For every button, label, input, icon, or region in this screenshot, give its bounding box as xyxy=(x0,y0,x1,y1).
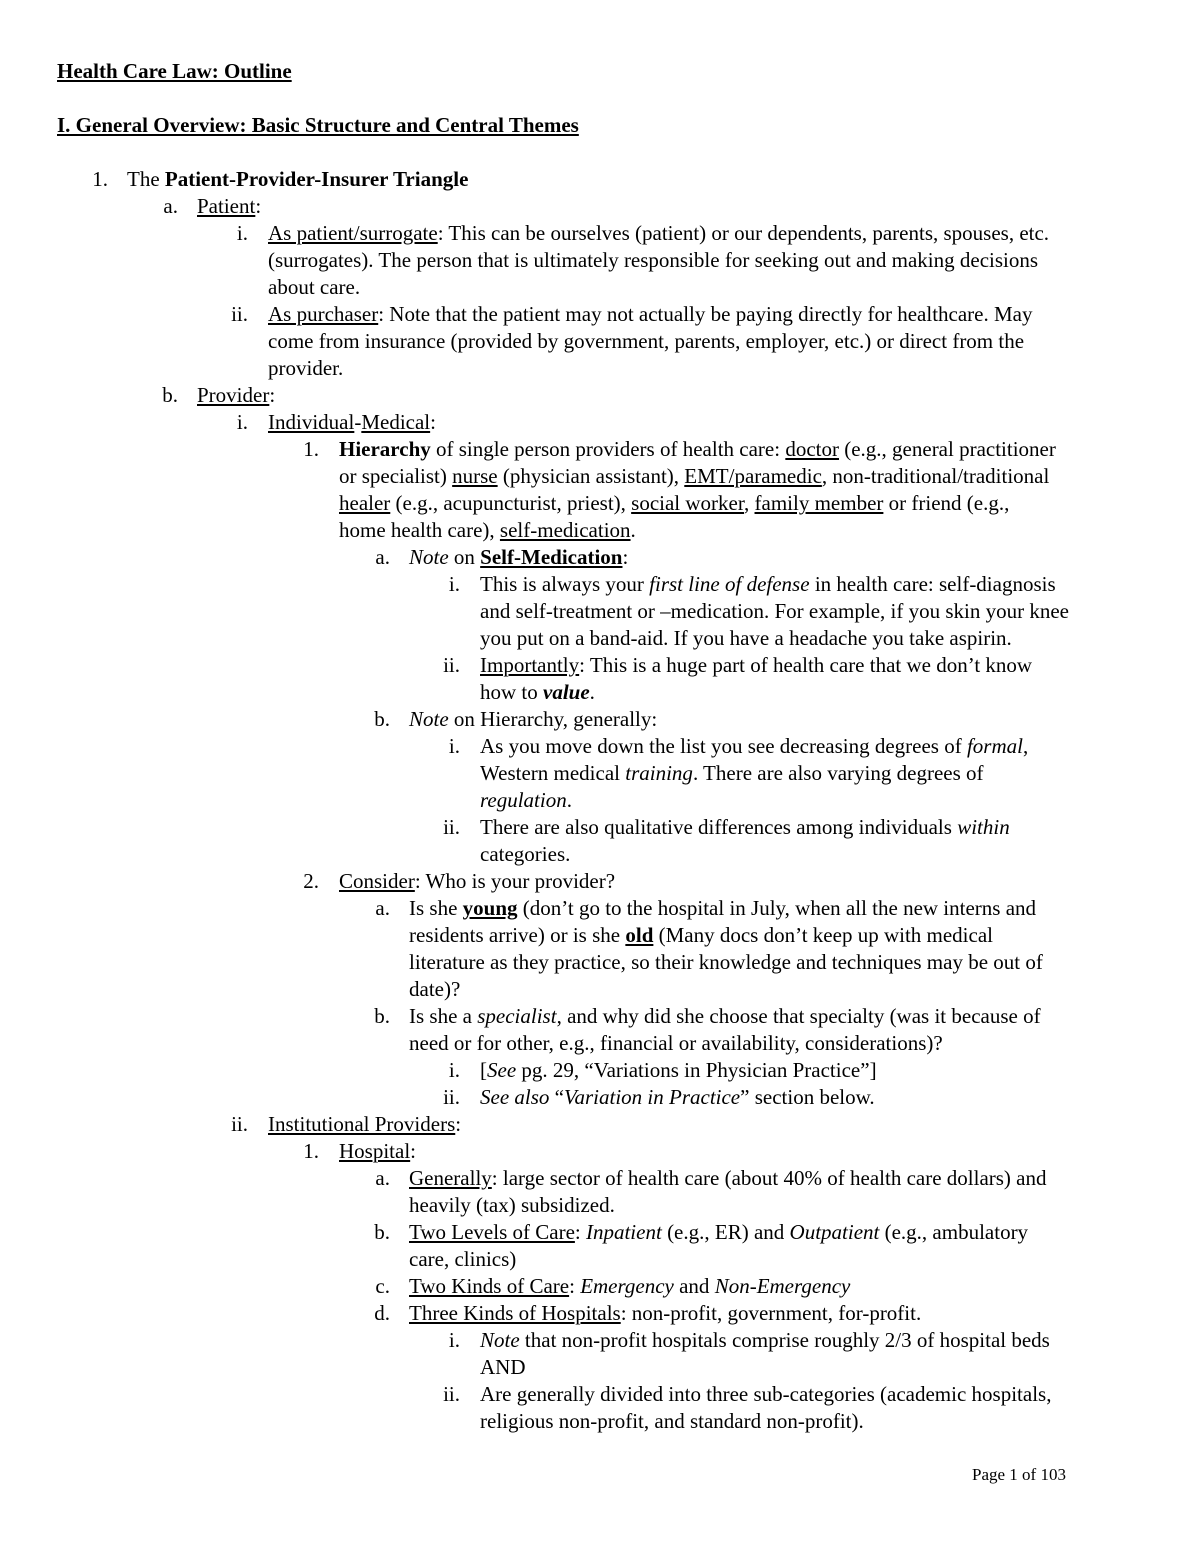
section-heading: I. General Overview: Basic Structure and Central Themes xyxy=(57,113,579,137)
outline-number: 2. xyxy=(303,869,319,893)
outline-roman: ii. xyxy=(443,815,460,839)
outline-text-line: As you move down the list you see decreasing degrees of formal, xyxy=(480,734,1029,758)
outline-text-line: healer (e.g., acupuncturist, priest), social worker, family member or friend (e.g., xyxy=(339,491,1010,515)
outline-letter: b. xyxy=(374,1004,390,1028)
outline-item: Individual-Medical: xyxy=(268,410,436,434)
outline-text-line: Two Levels of Care: Inpatient (e.g., ER) and Outpatient (e.g., ambulatory xyxy=(409,1220,1029,1244)
outline-letter: b. xyxy=(162,383,178,407)
outline-text-line: come from insurance (provided by government, parents, employer, etc.) or direct from the xyxy=(268,329,1025,353)
outline-text-line: As patient/surrogate: This can be ourselves (patient) or our dependents, parents, spouses, etc. xyxy=(268,221,1050,245)
outline-text-line: heavily (tax) subsidized. xyxy=(409,1193,615,1217)
outline-text-line: home health care), self-medication. xyxy=(339,518,636,542)
outline-text-line: AND xyxy=(480,1355,526,1379)
outline-roman: ii. xyxy=(231,302,248,326)
outline-text-line: Note that non-profit hospitals comprise roughly 2/3 of hospital beds xyxy=(480,1328,1050,1352)
outline-text-line: date)? xyxy=(409,977,461,1001)
outline-item: Note on Self-Medication: xyxy=(409,545,629,569)
outline-number: 1. xyxy=(92,167,108,191)
outline-text-line: and self-treatment or –medication. For example, if you skin your knee xyxy=(480,599,1069,623)
outline-letter: d. xyxy=(374,1301,390,1325)
outline-letter: a. xyxy=(375,896,390,920)
outline-letter: b. xyxy=(374,1220,390,1244)
outline-text-line: about care. xyxy=(268,275,361,299)
outline-letter: b. xyxy=(374,707,390,731)
outline-text-line: Two Kinds of Care: Emergency and Non-Emergency xyxy=(409,1274,851,1298)
outline-text-line: See also “Variation in Practice” section below. xyxy=(480,1085,875,1109)
outline-letter: a. xyxy=(163,194,178,218)
outline-roman: i. xyxy=(236,221,248,245)
outline-text-line: categories. xyxy=(480,842,571,866)
outline-text-line: Are generally divided into three sub-categories (academic hospitals, xyxy=(480,1382,1052,1406)
outline-text-line: Hierarchy of single person providers of health care: doctor (e.g., general practitioner xyxy=(339,437,1056,461)
document-title: Health Care Law: Outline xyxy=(57,59,292,83)
outline-text-line: Western medical training. There are also varying degrees of xyxy=(480,761,984,785)
outline-letter: a. xyxy=(375,545,390,569)
outline-item: Hospital: xyxy=(339,1139,417,1163)
outline-roman: i. xyxy=(236,410,248,434)
outline-text-line: residents arrive) or is she old (Many docs don’t keep up with medical xyxy=(409,923,993,947)
outline-text-line: This is always your first line of defense in health care: self-diagnosis xyxy=(480,572,1056,596)
outline-number: 1. xyxy=(303,437,319,461)
outline-text-line: care, clinics) xyxy=(409,1247,517,1271)
outline-roman: ii. xyxy=(443,653,460,677)
outline-roman: ii. xyxy=(443,1085,460,1109)
outline-text-line: [See pg. 29, “Variations in Physician Practice”] xyxy=(480,1058,877,1082)
outline-item: Institutional Providers: xyxy=(268,1112,462,1136)
outline-text-line: or specialist) nurse (physician assistant), EMT/paramedic, non-traditional/traditional xyxy=(339,464,1050,488)
outline-text-line: how to value. xyxy=(480,680,595,704)
outline-text-line: As purchaser: Note that the patient may not actually be paying directly for healthcare. May xyxy=(268,302,1033,326)
outline-letter: a. xyxy=(375,1166,390,1190)
outline-item: Provider: xyxy=(197,383,276,407)
outline-item: Patient: xyxy=(197,194,262,218)
outline-text-line: regulation. xyxy=(480,788,572,812)
outline-text-line: Generally: large sector of health care (about 40% of health care dollars) and xyxy=(409,1166,1047,1190)
outline-text-line: Is she a specialist, and why did she choose that specialty (was it because of xyxy=(409,1004,1041,1028)
outline-item: Consider: Who is your provider? xyxy=(339,869,616,893)
outline-text-line: need or for other, e.g., financial or availability, considerations)? xyxy=(409,1031,943,1055)
outline-number: 1. xyxy=(303,1139,319,1163)
outline-roman: ii. xyxy=(443,1382,460,1406)
outline-roman: ii. xyxy=(231,1112,248,1136)
outline-roman: i. xyxy=(448,1328,460,1352)
outline-text-line: There are also qualitative differences among individuals within xyxy=(480,815,1010,839)
outline-text-line: you put on a band-aid. If you have a headache you take aspirin. xyxy=(480,626,1012,650)
page-number: Page 1 of 103 xyxy=(972,1465,1066,1484)
outline-text-line: Three Kinds of Hospitals: non-profit, government, for-profit. xyxy=(409,1301,922,1325)
outline-text-line: religious non-profit, and standard non-profit). xyxy=(480,1409,864,1433)
outline-roman: i. xyxy=(448,1058,460,1082)
outline-item: The Patient-Provider-Insurer Triangle xyxy=(127,167,469,191)
outline-text-line: provider. xyxy=(268,356,344,380)
outline-roman: i. xyxy=(448,572,460,596)
outline-text-line: Importantly: This is a huge part of health care that we don’t know xyxy=(480,653,1033,677)
outline-letter: c. xyxy=(375,1274,390,1298)
outline-text-line: (surrogates). The person that is ultimately responsible for seeking out and making decisions xyxy=(268,248,1039,272)
outline-roman: i. xyxy=(448,734,460,758)
outline-item: Note on Hierarchy, generally: xyxy=(409,707,658,731)
outline-text-line: literature as they practice, so their knowledge and techniques may be out of xyxy=(409,950,1043,974)
outline-text-line: Is she young (don’t go to the hospital in July, when all the new interns and xyxy=(409,896,1037,920)
